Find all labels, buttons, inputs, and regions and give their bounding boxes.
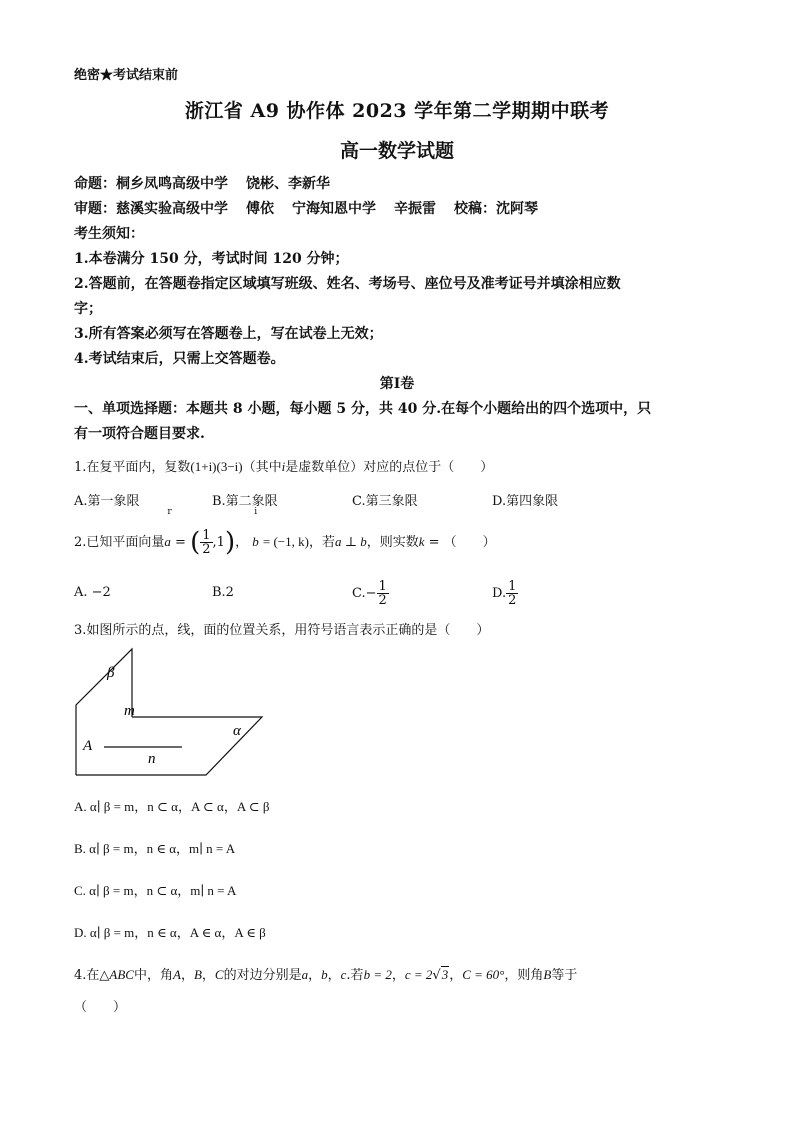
q1-option-d: D.第四象限 <box>492 494 559 509</box>
q2-vector-a: a <box>164 534 171 549</box>
q2-option-c-label: C. <box>352 586 366 601</box>
q2-option-d <box>492 574 518 614</box>
q2-option-c <box>352 574 389 614</box>
exam-title: 浙江省 A9 协作体 2023 学年第二学期期中联考 <box>184 100 610 122</box>
review-label: 审题： <box>74 201 116 217</box>
label-A: A <box>83 738 93 754</box>
proof-label: 校稿： <box>454 201 496 217</box>
q2-option-c-sign: − <box>365 586 377 601</box>
q4-sqrt-radicand: 3 <box>441 967 449 982</box>
q1-stem-a: 1.在复平面内，复数 <box>74 460 191 475</box>
sqrt-icon: √ <box>432 968 441 983</box>
q4-side-c: c <box>340 967 347 982</box>
q4-triangle: ABC <box>109 967 134 982</box>
review-school-2: 宁海知恩中学 <box>292 201 376 217</box>
q4-angle-C: C <box>214 967 224 982</box>
label-beta: β <box>107 665 115 681</box>
q2-frac-num: 1 <box>202 528 211 543</box>
q2-vector-b: b <box>252 534 259 549</box>
q1-expression: (1+i)(3−i) <box>190 459 243 474</box>
q1-stem-b: （其中 <box>242 460 282 475</box>
q4-sep: ， <box>180 968 194 983</box>
q2-option-a: A. −2 <box>74 585 111 600</box>
q3-option-b: B. α∣ β = m，n ∈ α，m∣ n = A <box>74 841 236 856</box>
q4-angle-B: B <box>193 967 202 982</box>
q2-component: ,1 <box>212 535 225 550</box>
q4-blank: （ ） <box>74 1000 127 1015</box>
notice-item-2-cont: 字； <box>74 301 102 317</box>
volume-heading: 第Ⅰ卷 <box>379 376 415 392</box>
label-m: m <box>124 703 135 719</box>
question-3: 3.如图所示的点，线，面的位置关系，用符号语言表示正确的是（ ） <box>74 623 490 638</box>
label-n: n <box>148 751 156 767</box>
question-1 <box>74 456 493 475</box>
notice-item-2: 2.答题前，在答题卷指定区域填写班级、姓名、考场号、座位号及准考证号并填涂相应数 <box>74 276 621 292</box>
q2-option-b: B.2 <box>212 585 234 600</box>
q2-vector-b-value: = (−1, k) <box>262 534 309 549</box>
q2-cond-b: ，则实数 <box>366 535 419 550</box>
q2-vector-b-mark: i <box>254 507 258 517</box>
q1-stem-c: 是虚数单位）对应的点位于（ ） <box>285 460 494 475</box>
q4-sep: ， <box>391 968 405 983</box>
q4-C-value: C = 60° <box>462 967 505 982</box>
q4-sep: ， <box>308 968 322 983</box>
q4-side-b: b <box>321 967 328 982</box>
q2-option-d-den: 2 <box>508 593 517 608</box>
q4-c-value: c = 2 <box>404 967 433 982</box>
part-heading-line-2: 有一项符合题目要求. <box>74 426 205 442</box>
q2-frac-den: 2 <box>202 542 211 557</box>
q4-stem-d: .若 <box>346 968 364 983</box>
proof-name: 沈阿琴 <box>496 201 538 217</box>
secret-mark: 绝密★考试结束前 <box>74 68 179 83</box>
q3-option-d: D. α∣ β = m，n ∈ α，A ∈ α，A ∈ β <box>74 925 266 940</box>
compose-label: 命题： <box>74 176 116 192</box>
q4-side-a: a <box>301 967 309 982</box>
q4-stem-a: 4.在△ <box>74 968 110 983</box>
q2-option-d-num: 1 <box>508 579 517 594</box>
compose-line <box>74 173 330 193</box>
q4-angle-B-ask: B <box>543 967 552 982</box>
q2-cond-a: ，若 <box>308 535 335 550</box>
part-heading-line-1: 一、单项选择题：本题共 8 小题，每小题 5 分，共 40 分.在每个小题给出的四个选项中，只 <box>74 401 652 417</box>
plane-figure <box>70 645 280 785</box>
q2-option-c-den: 2 <box>378 593 387 608</box>
q2-cond-c: = （ ） <box>424 535 496 550</box>
q2-stem-a: 2.已知平面向量 <box>74 535 165 550</box>
q1-imag-unit: i <box>281 459 286 474</box>
q4-angle-A: A <box>172 967 181 982</box>
exam-subtitle: 高一数学试题 <box>339 140 454 162</box>
q4-b-value: b = 2 <box>363 967 392 982</box>
q4-sep: ， <box>201 968 215 983</box>
q4-sep: ， <box>327 968 341 983</box>
q4-stem-c: 的对边分别是 <box>223 968 302 983</box>
q2-option-c-num: 1 <box>378 579 387 594</box>
review-name-1: 傅依 <box>246 201 274 217</box>
q4-stem-b: 中，角 <box>133 968 173 983</box>
q3-option-c: C. α∣ β = m，n ⊂ α，m∣ n = A <box>74 883 237 898</box>
notice-heading: 考生须知： <box>74 226 144 242</box>
q2-k: k <box>418 534 425 549</box>
q1-option-a: A.第一象限 <box>74 494 140 509</box>
q4-stem-f: 等于 <box>551 968 578 983</box>
review-line <box>74 198 538 218</box>
compose-school: 桐乡凤鸣高级中学 <box>116 176 228 192</box>
question-4 <box>74 964 577 983</box>
notice-item-3: 3.所有答案必须写在答题卷上，写在试卷上无效； <box>74 326 383 342</box>
review-name-2: 辛振雷 <box>394 201 436 217</box>
q4-sep: ， <box>449 968 463 983</box>
notice-item-1: 1.本卷满分 150 分，考试时间 120 分钟； <box>74 251 349 267</box>
q2-equals: = <box>175 535 186 550</box>
q4-stem-e: ，则角 <box>504 968 544 983</box>
question-2: 2.已知平面向量 r a = ( $\frac{1}{2}$ ,1)， i b = (−1, k)，若a ⊥ b，则实数k = （ ） <box>74 507 496 558</box>
q1-option-c: C.第三象限 <box>352 494 418 509</box>
review-school-1: 慈溪实验高级中学 <box>116 201 228 217</box>
label-alpha: α <box>233 723 241 739</box>
q1-option-b: B.第二象限 <box>212 494 278 509</box>
q2-perp: a ⊥ b <box>334 534 367 549</box>
q3-option-a: A. α∣ β = m，n ⊂ α，A ⊂ α，A ⊂ β <box>74 799 270 814</box>
q2-option-d-label: D. <box>492 586 507 601</box>
notice-item-4: 4.考试结束后，只需上交答题卷。 <box>74 351 285 367</box>
compose-names: 饶彬、李新华 <box>246 176 330 192</box>
q2-vector-a-mark: r <box>167 507 172 517</box>
